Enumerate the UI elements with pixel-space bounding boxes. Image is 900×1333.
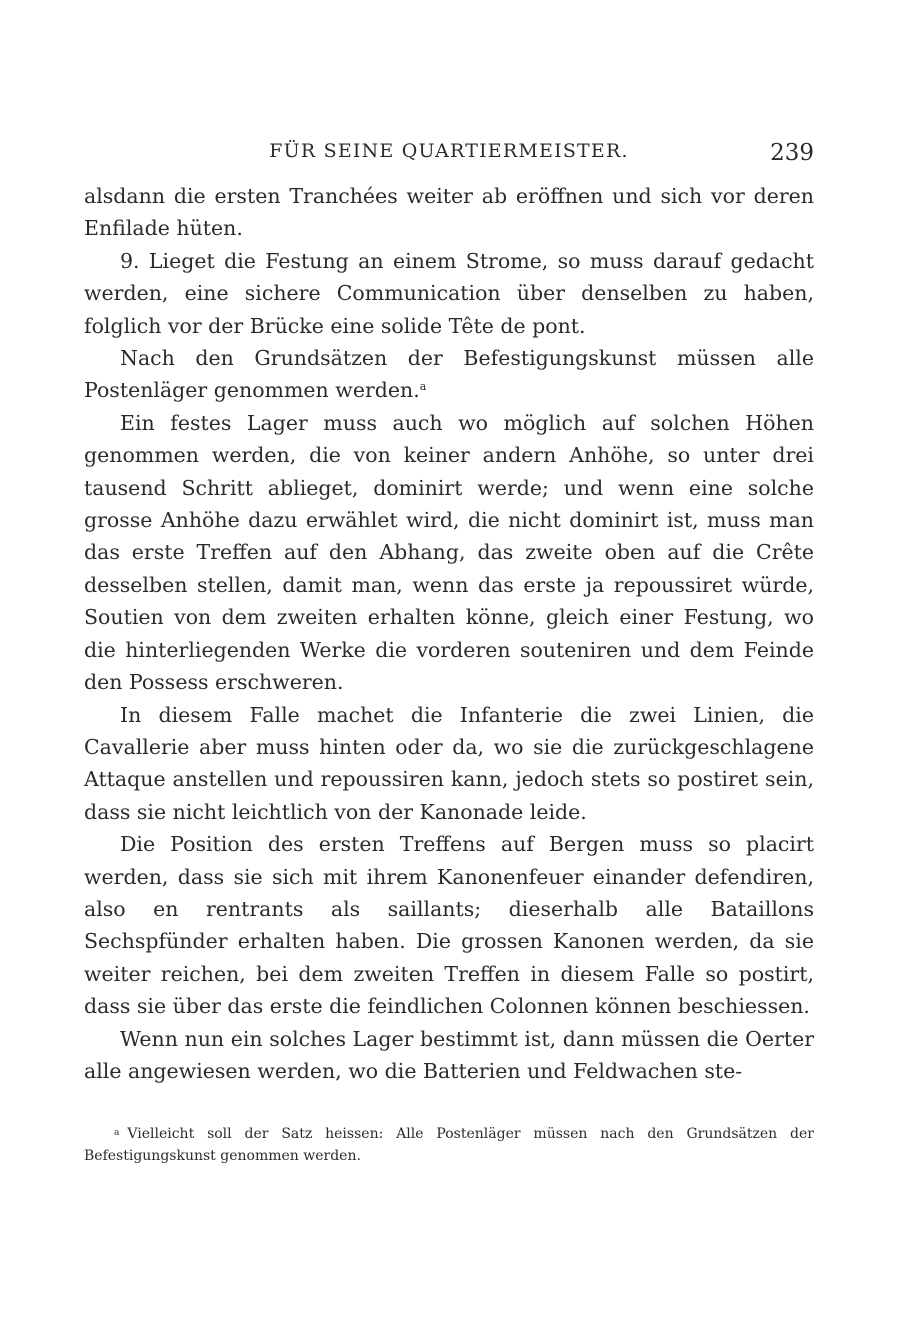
paragraph-festes-lager: Ein festes Lager muss auch wo möglich auf solchen Höhen genommen werden, die von keiner andern Anhöhe, so unter drei tausend Schritt ablieget, dominirt werde; und wenn eine solche grosse Anhöhe dazu erwählet wird, die nicht dominirt ist, muss man das erste Treffen auf den Abhang, das zweite oben auf die Crête desselben stellen, damit man, wenn das erste ja repoussiret würde, Soutien von dem zweiten erhalten könne, gleich einer Festung, wo die hinterliegenden Werke die vorderen souteniren und dem Feinde den Possess erschweren. — [84, 410, 814, 695]
footnote-mark: a — [114, 1128, 120, 1138]
paragraph-text: Nach den Grundsätzen der Befestigungskunst müssen alle Postenläger genommen werden. — [84, 346, 814, 403]
footnote — [84, 1122, 814, 1167]
running-title: FÜR SEINE QUARTIERMEISTER. — [269, 140, 629, 162]
paragraph-infanterie: In diesem Falle machet die Infanterie die zwei Linien, die Cavallerie aber muss hinten oder da, wo sie die zurückgeschlagene Attaque anstellen und repoussiren kann, jedoch stets so postiret sein, dass sie nicht leichtlich von der Kanonade leide. — [84, 702, 814, 824]
page-header — [84, 140, 814, 172]
paragraph-continued: alsdann die ersten Tranchées weiter ab eröffnen und sich vor deren Enfilade hüten. — [84, 184, 814, 241]
paragraph-lager-bestimmt: Wenn nun ein solches Lager bestimmt ist, dann müssen die Oerter alle angewiesen werden, wo die Batterien und Feldwachen ste- — [84, 1026, 814, 1083]
paragraph-numbered-9: 9. Lieget die Festung an einem Strome, so muss darauf gedacht werden, eine sichere Communication über denselben zu haben, folglich vor der Brücke eine solide Tête de pont. — [84, 248, 814, 338]
paragraph-position: Die Position des ersten Treffens auf Bergen muss so placirt werden, dass sie sich mit ihrem Kanonenfeuer einander defendiren, also en rentrants als saillants; dieserhalb alle Bataillons Sechspfünder erhalten haben. Die grossen Kanonen werden, da sie weiter reichen, bei dem zweiten Treffen in diesem Falle so postirt, dass sie über das erste die feindlichen Colonnen können beschiessen. — [84, 832, 814, 1019]
paragraph-postenlaeger — [84, 342, 814, 407]
body-text — [84, 180, 814, 1087]
footnote-reference: a — [419, 380, 427, 394]
footnotes — [84, 1122, 814, 1167]
footnote-text: Vielleicht soll der Satz heissen: Alle Postenläger müssen nach den Grundsätzen der Befestigungskunst genommen werden. — [84, 1126, 814, 1164]
page-number: 239 — [770, 140, 814, 166]
